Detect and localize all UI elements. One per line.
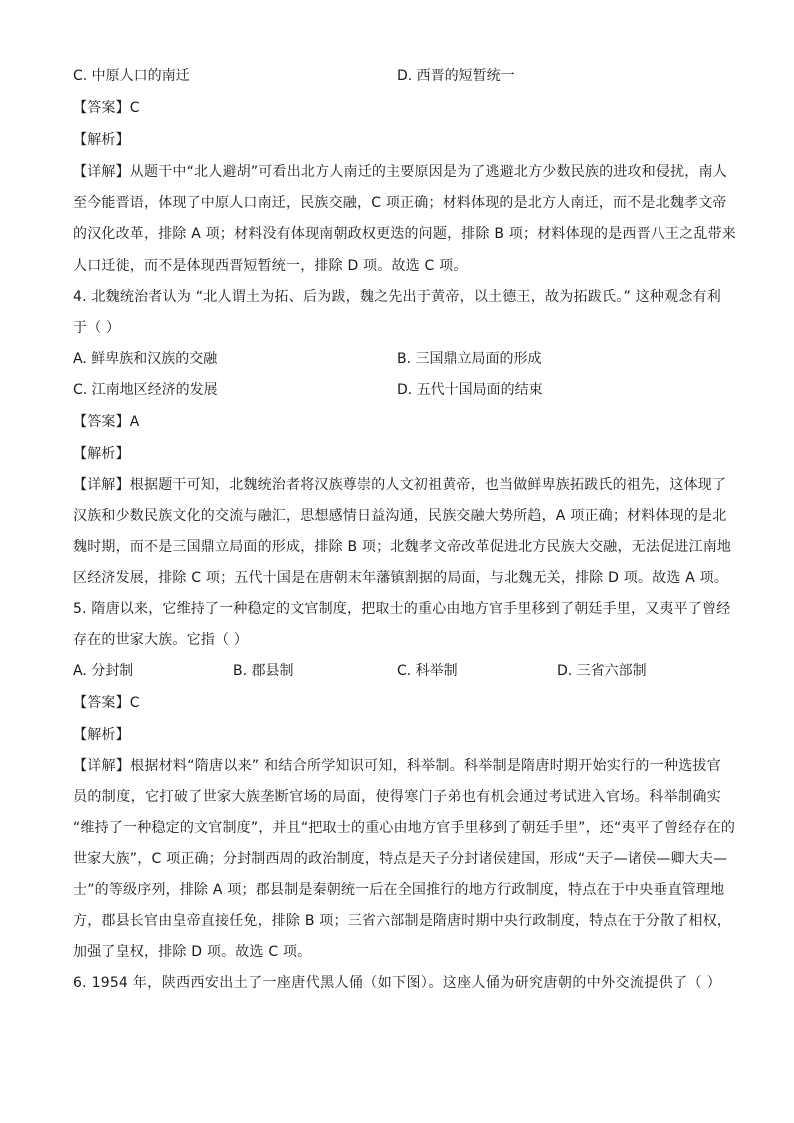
q4-stem-line: 于（ ） [73,320,121,336]
q4-detail-line: 【详解】根据题干可知，北魏统治者将汉族尊崇的人文初祖黄帝，也当做鲜卑族拓跋氏的祖先，这体现了 [73,477,727,493]
q4-detail-line: 汉族和少数民族文化的交流与融汇，思想感情日益沟通，民族交融大势所趋，A 项正确；材料体现的是北 [73,508,727,524]
q4-option-d: D. 五代十国局面的结束 [397,382,543,398]
q5-detail-line: 士”的等级序列，排除 A 项；郡县制是秦朝统一后在全国推行的地方行政制度，特点在于中央垂直管理地 [73,882,725,898]
q3-analysis-heading: 【解析】 [73,132,130,148]
q4-option-c: C. 江南地区经济的发展 [73,382,218,398]
q3-option-d: D. 西晋的短暂统一 [397,68,515,84]
q6-stem: 6. 1954 年，陕西西安出土了一座唐代黑人俑（如下图）。这座人俑为研究唐朝的中外交流提供了（ ） [73,975,721,991]
q5-stem-line: 5. 隋唐以来，它维持了一种稳定的文官制度，把取士的重心由地方官手里移到了朝廷手里，又夷平了曾经 [73,601,731,617]
q5-option-b: B. 郡县制 [233,663,294,679]
q3-detail-line: 至今能晋语，体现了中原人口南迁，民族交融，C 项正确；材料体现的是北方人南迁，而不是北魏孝文帝 [73,195,727,211]
q3-option-c: C. 中原人口的南迁 [73,68,190,84]
q4-detail-line: 区经济发展，排除 C 项；五代十国是在唐朝末年藩镇割据的局面，与北魏无关，排除 D 项。故选 A 项。 [73,570,729,586]
q3-detail-line: 【详解】从题干中“北人避胡”可看出北方人南迁的主要原因是为了逃避北方少数民族的进攻和侵扰，南人 [73,164,727,180]
q5-option-c: C. 科举制 [397,663,458,679]
q3-answer: 【答案】C [73,100,140,116]
q5-answer: 【答案】C [73,695,140,711]
q5-detail-line: 方，郡县长官由皇帝直接任免，排除 B 项；三省六部制是隋唐时期中央行政制度，特点在于分散了相权， [73,913,732,929]
q5-option-d: D. 三省六部制 [557,663,647,679]
q5-analysis-heading: 【解析】 [73,727,130,743]
q5-detail-line: 【详解】根据材料“隋唐以来” 和结合所学知识可知，科举制。科举制是隋唐时期开始实行的一种选拔官 [73,758,721,774]
q5-detail-line: 加强了皇权，排除 D 项。故选 C 项。 [73,944,312,960]
q5-detail-line: 员的制度，它打破了世家大族垄断官场的局面，使得寒门子弟也有机会通过考试进入官场。科举制确实 [73,789,721,805]
q4-option-b: B. 三国鼎立局面的形成 [397,351,542,367]
q5-detail-line: “维持了一种稳定的文官制度”，并且“把取士的重心由地方官手里移到了朝廷手里”，还“夷平了曾经存在的 [73,820,736,836]
q5-option-a: A. 分封制 [73,663,134,679]
q4-detail-line: 魏时期，而不是三国鼎立局面的形成，排除 B 项；北魏孝文帝改革促进北方民族大交融，无法促进江南地 [73,539,732,555]
q3-detail-line: 人口迁徙，而不是体现西晋短暂统一，排除 D 项。故选 C 项。 [73,258,468,274]
q4-option-a: A. 鲜卑族和汉族的交融 [73,351,218,367]
q5-stem-line: 存在的世家大族。它指（ ） [73,632,249,648]
q4-stem-line: 4. 北魏统治者认为 “北人谓土为拓、后为跋，魏之先出于黄帝，以土德王，故为拓跋氏。” 这种观念有利 [73,289,721,305]
q3-detail-line: 的汉化改革，排除 A 项；材料没有体现南朝政权更迭的问题，排除 B 项；材料体现的是西晋八王之乱带来 [73,226,736,242]
q4-answer: 【答案】A [73,414,140,430]
q4-analysis-heading: 【解析】 [73,446,130,462]
q5-detail-line: 世家大族”，C 项正确；分封制西周的政治制度，特点是天子分封诸侯建国，形成“天子—诸侯—卿大夫— [73,851,728,867]
